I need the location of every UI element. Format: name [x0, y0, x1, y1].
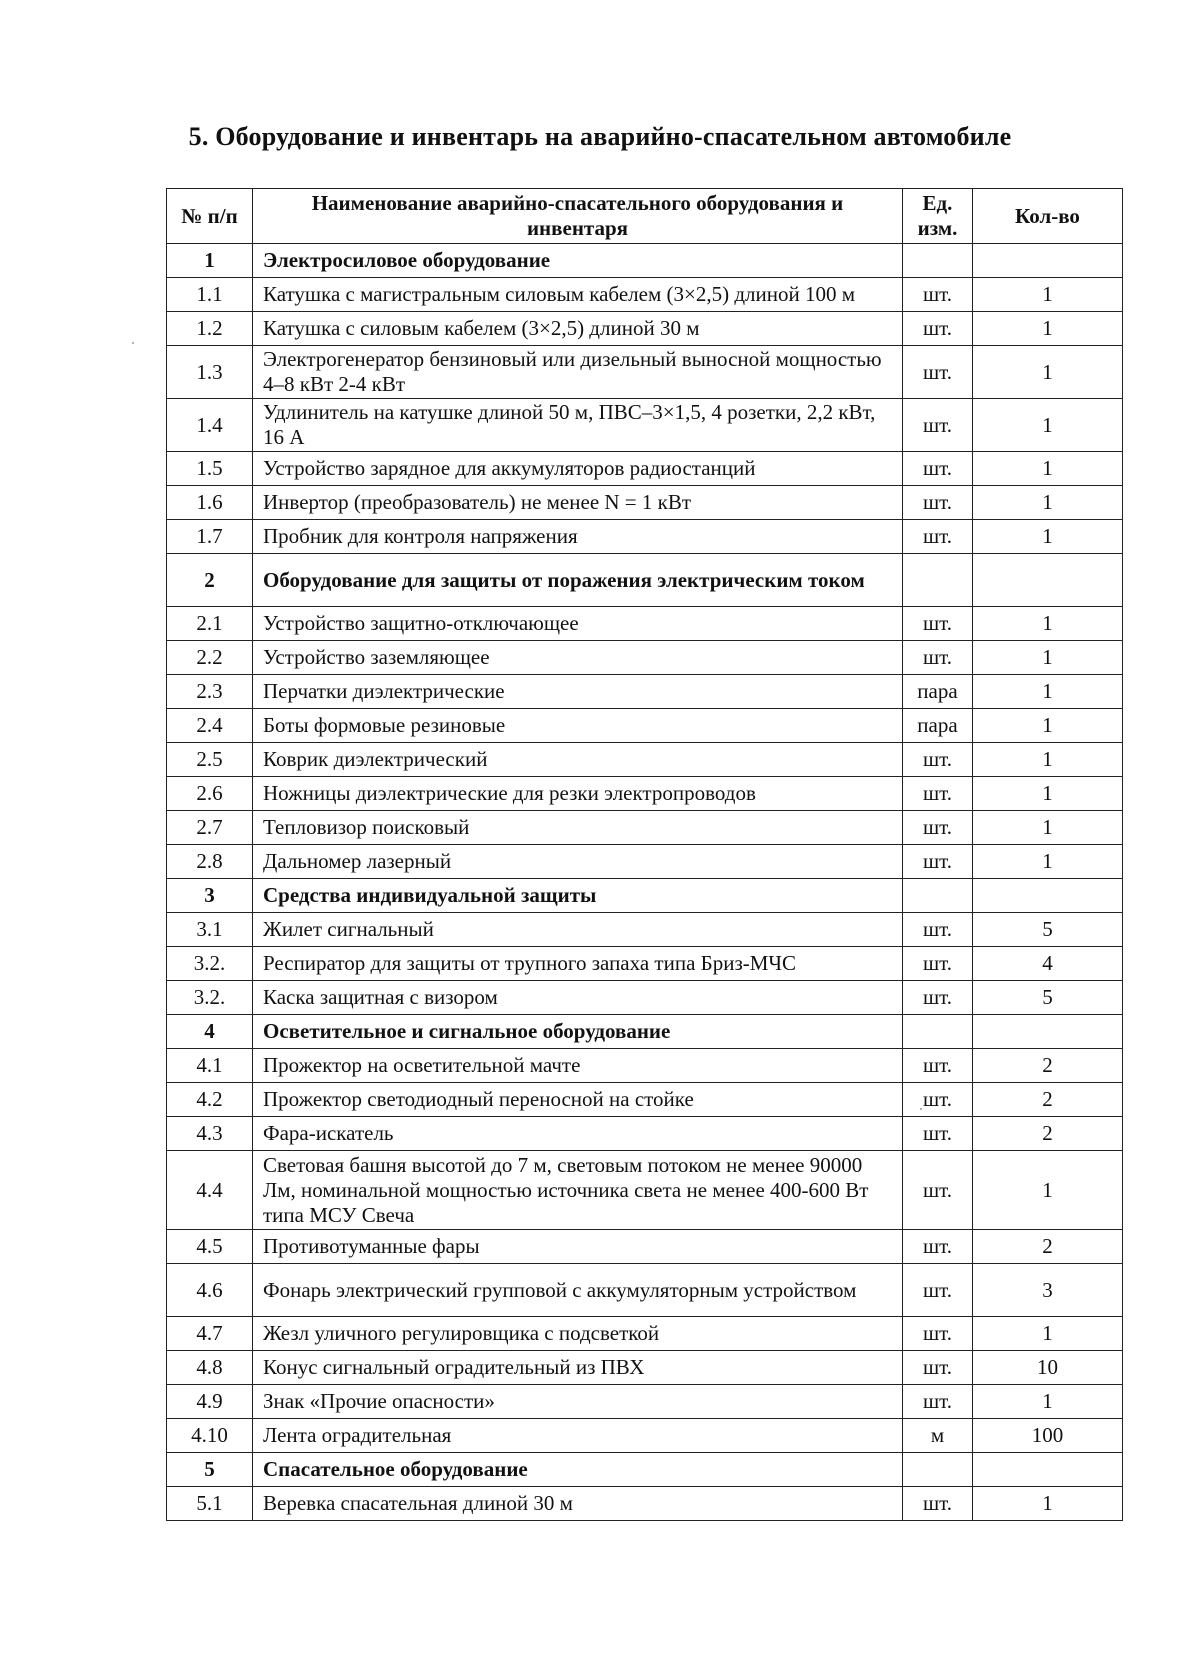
row-number: 1: [167, 244, 253, 278]
item-unit: [903, 1015, 973, 1049]
item-unit: шт.: [903, 1385, 973, 1419]
item-quantity: 100: [973, 1419, 1123, 1453]
item-unit: шт.: [903, 777, 973, 811]
table-row: [167, 607, 1123, 641]
item-unit: [903, 244, 973, 278]
item-unit: шт.: [903, 981, 973, 1015]
header-unit: Ед. изм.: [903, 189, 973, 244]
item-name: Респиратор для защиты от трупного запаха типа Бриз-МЧС: [253, 947, 903, 981]
item-unit: шт.: [903, 1049, 973, 1083]
item-unit: шт.: [903, 845, 973, 879]
item-quantity: 1: [973, 312, 1123, 346]
item-unit: шт.: [903, 811, 973, 845]
item-quantity: 2: [973, 1230, 1123, 1264]
header-number: № п/п: [167, 189, 253, 244]
row-number: 4: [167, 1015, 253, 1049]
item-quantity: 1: [973, 520, 1123, 554]
row-number: 4.9: [167, 1385, 253, 1419]
item-quantity: 4: [973, 947, 1123, 981]
row-number: 2.6: [167, 777, 253, 811]
table-row: [167, 743, 1123, 777]
item-quantity: [973, 1453, 1123, 1487]
row-number: 2.4: [167, 709, 253, 743]
item-quantity: 1: [973, 278, 1123, 312]
table-row: [167, 1083, 1123, 1117]
item-quantity: 1: [973, 811, 1123, 845]
item-name: Коврик диэлектрический: [253, 743, 903, 777]
table-row: [167, 1385, 1123, 1419]
item-name: Удлинитель на катушке длиной 50 м, ПВС–3×1,5, 4 розетки, 2,2 кВт, 16 А: [253, 399, 903, 452]
item-quantity: 1: [973, 1151, 1123, 1230]
item-name: Ножницы диэлектрические для резки электропроводов: [253, 777, 903, 811]
table-row: [167, 1419, 1123, 1453]
item-quantity: 1: [973, 743, 1123, 777]
item-unit: пара: [903, 709, 973, 743]
row-number: 4.8: [167, 1351, 253, 1385]
item-unit: шт.: [903, 520, 973, 554]
table-row: [167, 641, 1123, 675]
item-unit: шт.: [903, 486, 973, 520]
table-row: [167, 520, 1123, 554]
item-quantity: 1: [973, 1385, 1123, 1419]
item-unit: шт.: [903, 743, 973, 777]
item-name: Фонарь электрический групповой с аккумуляторным устройством: [253, 1264, 903, 1317]
item-name: Тепловизор поисковый: [253, 811, 903, 845]
item-unit: пара: [903, 675, 973, 709]
item-unit: шт.: [903, 913, 973, 947]
item-name: Перчатки диэлектрические: [253, 675, 903, 709]
table-row: [167, 346, 1123, 399]
row-number: 4.2: [167, 1083, 253, 1117]
item-name: Электросиловое оборудование: [253, 244, 903, 278]
item-quantity: [973, 1015, 1123, 1049]
item-name: Оборудование для защиты от поражения электрическим током: [253, 554, 903, 607]
item-unit: шт.: [903, 278, 973, 312]
row-number: 1.7: [167, 520, 253, 554]
table-row: [167, 312, 1123, 346]
row-number: 3.2.: [167, 981, 253, 1015]
item-quantity: 1: [973, 452, 1123, 486]
table-row: [167, 486, 1123, 520]
row-number: 2.3: [167, 675, 253, 709]
item-name: Пробник для контроля напряжения: [253, 520, 903, 554]
item-quantity: 1: [973, 709, 1123, 743]
row-number: 2: [167, 554, 253, 607]
item-quantity: 1: [973, 845, 1123, 879]
row-number: 1.3: [167, 346, 253, 399]
table-row: [167, 278, 1123, 312]
item-unit: [903, 554, 973, 607]
item-name: Устройство заземляющее: [253, 641, 903, 675]
item-name: Катушка с магистральным силовым кабелем (3×2,5) длиной 100 м: [253, 278, 903, 312]
row-number: 5: [167, 1453, 253, 1487]
item-quantity: 3: [973, 1264, 1123, 1317]
item-quantity: 1: [973, 777, 1123, 811]
item-unit: [903, 879, 973, 913]
item-unit: м: [903, 1419, 973, 1453]
item-quantity: 1: [973, 486, 1123, 520]
item-name: Прожектор светодиодный переносной на стойке: [253, 1083, 903, 1117]
table-row: [167, 811, 1123, 845]
item-unit: шт.: [903, 1487, 973, 1521]
item-name: Конус сигнальный оградительный из ПВХ: [253, 1351, 903, 1385]
row-number: 1.1: [167, 278, 253, 312]
item-name: Каска защитная с визором: [253, 981, 903, 1015]
item-quantity: 1: [973, 675, 1123, 709]
item-unit: шт.: [903, 452, 973, 486]
item-quantity: 5: [973, 913, 1123, 947]
item-name: Прожектор на осветительной мачте: [253, 1049, 903, 1083]
item-name: Жезл уличного регулировщика с подсветкой: [253, 1317, 903, 1351]
table-row: [167, 1230, 1123, 1264]
item-unit: шт.: [903, 1117, 973, 1151]
item-quantity: 1: [973, 641, 1123, 675]
item-name: Противотуманные фары: [253, 1230, 903, 1264]
item-quantity: [973, 879, 1123, 913]
table-row: [167, 1117, 1123, 1151]
item-quantity: 2: [973, 1049, 1123, 1083]
item-name: Осветительное и сигнальное оборудование: [253, 1015, 903, 1049]
row-number: 3: [167, 879, 253, 913]
table-header-row: [167, 189, 1123, 244]
item-quantity: 2: [973, 1117, 1123, 1151]
item-unit: шт.: [903, 312, 973, 346]
item-unit: шт.: [903, 399, 973, 452]
section-row: [167, 554, 1123, 607]
item-unit: шт.: [903, 1351, 973, 1385]
table-row: [167, 1151, 1123, 1230]
item-name: Средства индивидуальной защиты: [253, 879, 903, 913]
item-quantity: [973, 554, 1123, 607]
row-number: 1.5: [167, 452, 253, 486]
item-name: Знак «Прочие опасности»: [253, 1385, 903, 1419]
item-unit: [903, 1453, 973, 1487]
item-quantity: 1: [973, 1487, 1123, 1521]
section-row: [167, 1015, 1123, 1049]
equipment-table: [166, 188, 1123, 1521]
item-quantity: 2: [973, 1083, 1123, 1117]
item-unit: шт.: [903, 641, 973, 675]
row-number: 4.5: [167, 1230, 253, 1264]
section-row: [167, 879, 1123, 913]
item-name: Устройство зарядное для аккумуляторов радиостанций: [253, 452, 903, 486]
table-row: [167, 1049, 1123, 1083]
table-row: [167, 1351, 1123, 1385]
header-name: Наименование аварийно-спасательного оборудования и инвентаря: [253, 189, 903, 244]
row-number: 5.1: [167, 1487, 253, 1521]
table-row: [167, 981, 1123, 1015]
item-unit: шт.: [903, 947, 973, 981]
item-unit: шт.: [903, 607, 973, 641]
row-number: 1.2: [167, 312, 253, 346]
item-name: Боты формовые резиновые: [253, 709, 903, 743]
row-number: 1.4: [167, 399, 253, 452]
item-name: Устройство защитно-отключающее: [253, 607, 903, 641]
item-name: Световая башня высотой до 7 м, световым потоком не менее 90000 Лм, номинальной мощностью источника света не менее 400-600 Вт типа МСУ Свеча: [253, 1151, 903, 1230]
row-number: 4.7: [167, 1317, 253, 1351]
item-unit: шт.: [903, 1264, 973, 1317]
item-name: Дальномер лазерный: [253, 845, 903, 879]
row-number: 3.1: [167, 913, 253, 947]
item-name: Фара-искатель: [253, 1117, 903, 1151]
table-row: [167, 675, 1123, 709]
row-number: 3.2.: [167, 947, 253, 981]
row-number: 4.3: [167, 1117, 253, 1151]
item-unit: шт.: [903, 1151, 973, 1230]
item-name: Жилет сигнальный: [253, 913, 903, 947]
item-quantity: 1: [973, 607, 1123, 641]
table-row: [167, 777, 1123, 811]
scan-speck: [920, 1108, 922, 1110]
section-row: [167, 1453, 1123, 1487]
page-title: 5. Оборудование и инвентарь на аварийно-спасательном автомобиле: [188, 122, 1012, 151]
item-quantity: 1: [973, 1317, 1123, 1351]
item-quantity: 10: [973, 1351, 1123, 1385]
item-name: Инвертор (преобразователь) не менее N = 1 кВт: [253, 486, 903, 520]
row-number: 4.1: [167, 1049, 253, 1083]
item-unit: шт.: [903, 1230, 973, 1264]
table-row: [167, 947, 1123, 981]
item-unit: шт.: [903, 1317, 973, 1351]
table-row: [167, 845, 1123, 879]
item-quantity: 1: [973, 399, 1123, 452]
item-name: Спасательное оборудование: [253, 1453, 903, 1487]
section-row: [167, 244, 1123, 278]
item-name: Веревка спасательная длиной 30 м: [253, 1487, 903, 1521]
item-unit: шт.: [903, 346, 973, 399]
table-row: [167, 1487, 1123, 1521]
row-number: 2.7: [167, 811, 253, 845]
row-number: 4.6: [167, 1264, 253, 1317]
row-number: 2.1: [167, 607, 253, 641]
row-number: 4.4: [167, 1151, 253, 1230]
table-row: [167, 452, 1123, 486]
row-number: 2.8: [167, 845, 253, 879]
item-unit: шт.: [903, 1083, 973, 1117]
item-quantity: 5: [973, 981, 1123, 1015]
scan-speck: [132, 342, 134, 344]
row-number: 4.10: [167, 1419, 253, 1453]
table-row: [167, 1264, 1123, 1317]
table-body: [167, 244, 1123, 1521]
row-number: 2.5: [167, 743, 253, 777]
header-quantity: Кол-во: [973, 189, 1123, 244]
table-row: [167, 913, 1123, 947]
item-name: Лента оградительная: [253, 1419, 903, 1453]
table-row: [167, 399, 1123, 452]
table-row: [167, 1317, 1123, 1351]
row-number: 1.6: [167, 486, 253, 520]
table-row: [167, 709, 1123, 743]
item-name: Электрогенератор бензиновый или дизельный выносной мощностью 4–8 кВт 2-4 кВт: [253, 346, 903, 399]
row-number: 2.2: [167, 641, 253, 675]
item-name: Катушка с силовым кабелем (3×2,5) длиной 30 м: [253, 312, 903, 346]
item-quantity: 1: [973, 346, 1123, 399]
item-quantity: [973, 244, 1123, 278]
